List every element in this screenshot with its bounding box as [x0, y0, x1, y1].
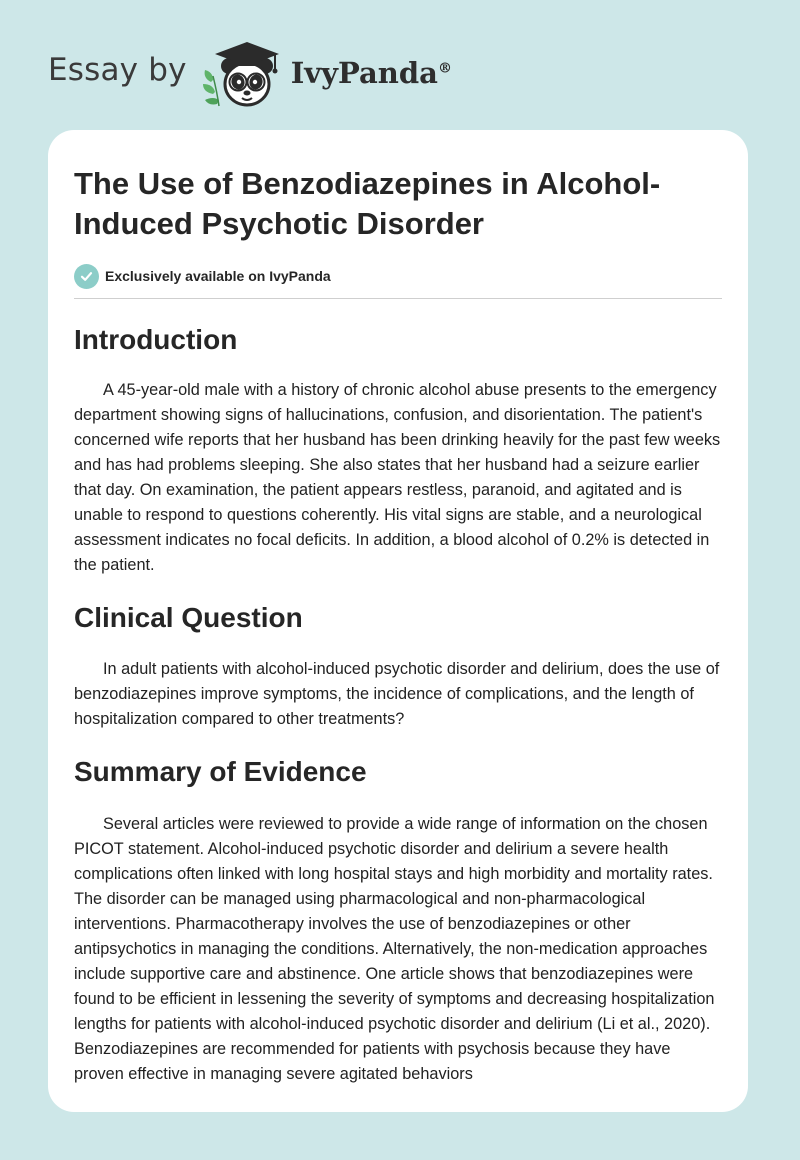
- badge-label: Exclusively available on IvyPanda: [105, 268, 331, 284]
- essay-title: The Use of Benzodiazepines in Alcohol-Induced Psychotic Disorder: [74, 166, 661, 241]
- brand-label: IvyPanda: [290, 56, 438, 90]
- essay-by-label: Essay by: [48, 52, 187, 88]
- registered-mark: ®: [437, 60, 452, 77]
- exclusive-badge: [74, 263, 722, 289]
- section-text-summary-of-evidence: Several articles were reviewed to provide a wide range of information on the chosen PICOT statement. Alcohol-induced psychotic disorder and delirium a severe health complications often linked with long hospital stays and high morbidity and mortality rates. The disorder can be managed using pharmacological and non-pharmacological interventions. Pharmacotherapy involves the use of benzodiazepines or other antipsychotics in managing the conditions. Alternatively, the non-medication approaches include supportive care and abstinence. One article shows that benzodiazepines were found to be efficient in lessening the severity of symptoms and decreasing hospitalization lengths for patients with alcohol-induced psychotic disorder and delirium (Li et al., 2020). Benzodiazepines are recommended for patients with psychosis because they have proven effective in managing severe agitated behaviors: [74, 815, 715, 1083]
- site-header: [48, 36, 548, 112]
- section-text-introduction: A 45-year-old male with a history of chronic alcohol abuse presents to the emergency department showing signs of hallucinations, confusion, and disorientation. The patient's concerned wife reports that her husband has been drinking heavily for the past few weeks and has had problems sleeping. She also states that her husband had a seizure earlier that day. On examination, the patient appears restless, paranoid, and agitated and is unable to respond to questions coherently. His vital signs are stable, and a neurological assessment indicates no focal deficits. In addition, a blood alcohol of 0.2% is detected in the patient.: [74, 381, 721, 574]
- check-circle-icon: [74, 264, 99, 289]
- essay-card: [48, 130, 748, 1112]
- section-text-clinical-question: In adult patients with alcohol-induced psychotic disorder and delirium, does the use of benzodiazepines improve symptoms, the incidence of complications, and the length of hospitalization compared to other treatments?: [74, 660, 720, 728]
- divider: [74, 298, 722, 299]
- section-heading-introduction: Introduction: [74, 324, 238, 355]
- section-heading-clinical-question: Clinical Question: [74, 602, 303, 633]
- section-heading-summary-of-evidence: Summary of Evidence: [74, 756, 367, 787]
- panda-logo-icon[interactable]: [199, 36, 285, 112]
- brand-name[interactable]: [291, 56, 452, 90]
